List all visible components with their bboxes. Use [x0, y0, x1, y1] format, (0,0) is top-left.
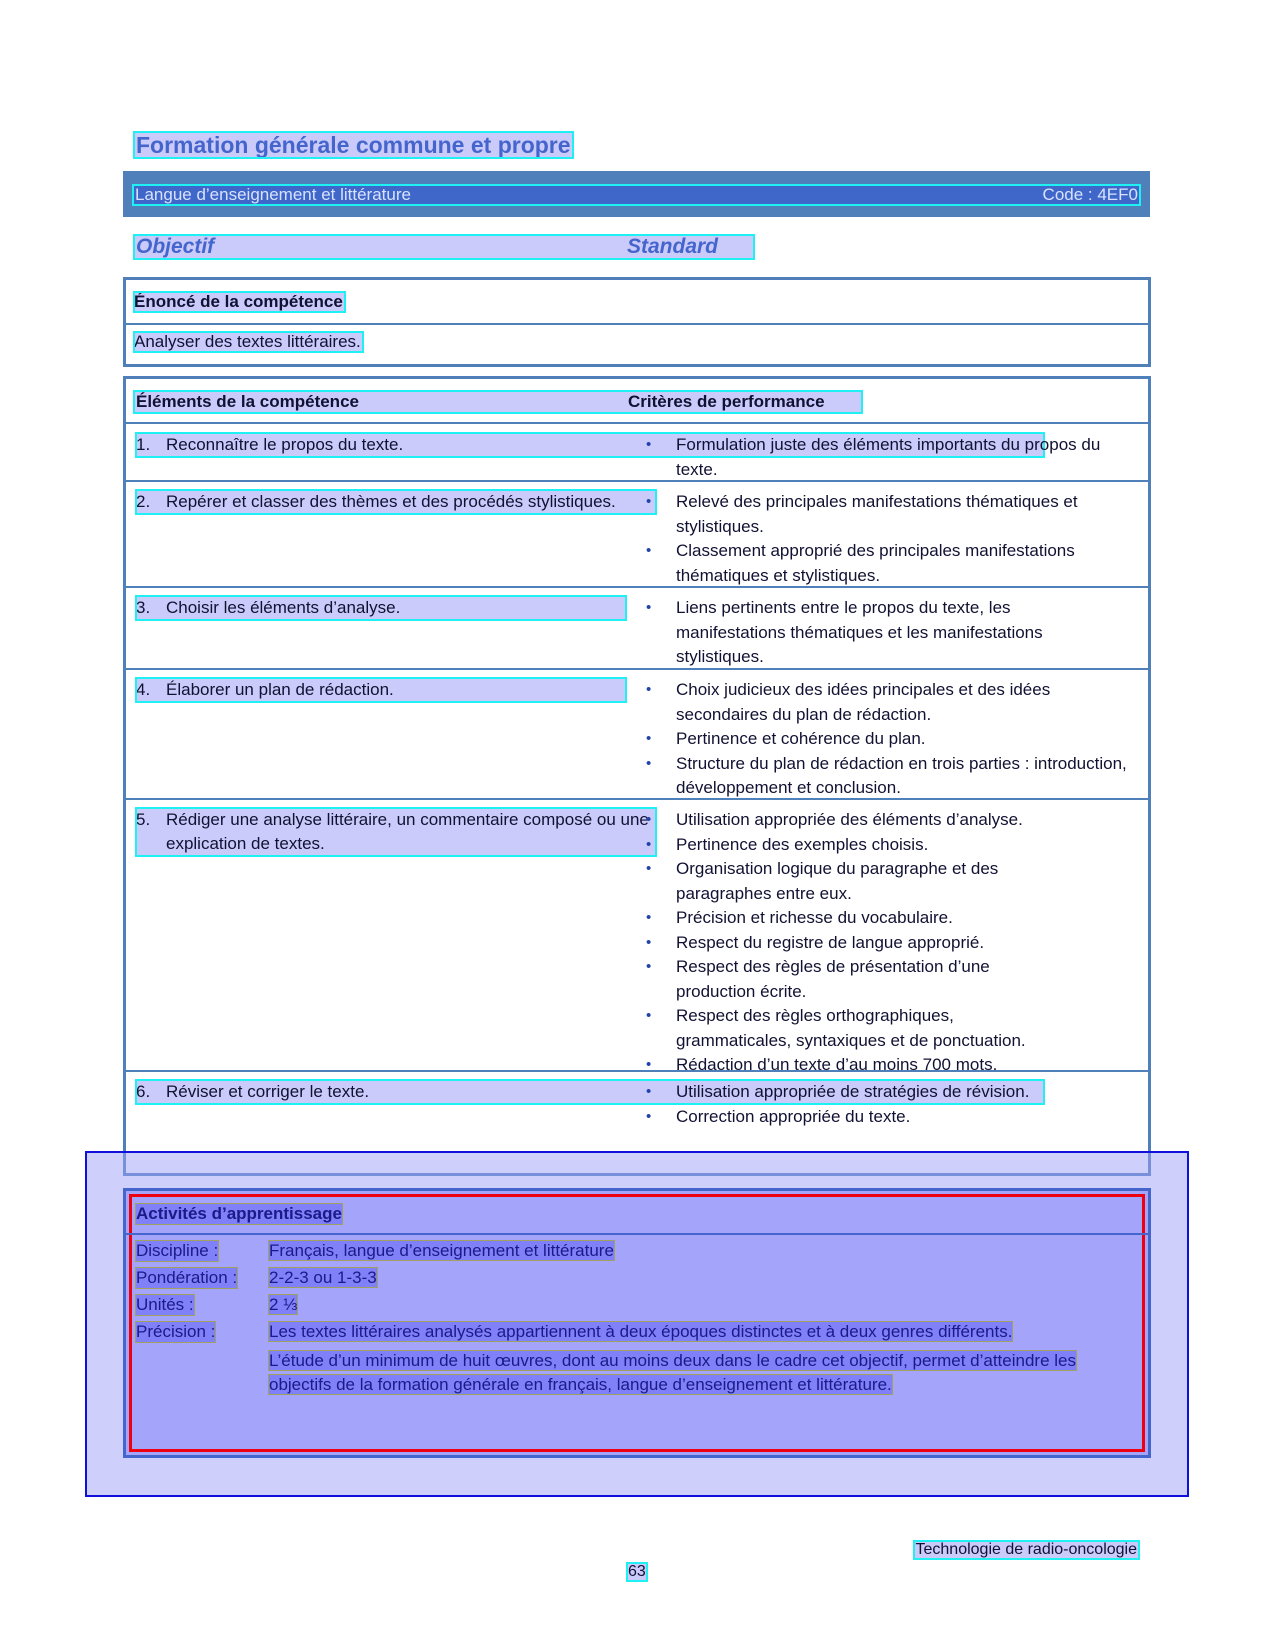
table-row	[126, 668, 1148, 800]
activites-box	[123, 1188, 1151, 1458]
criterion: • Liens pertinents entre le propos du texte, les manifestations thématiques et les manifestations stylistiques.	[646, 596, 1086, 670]
unites-label: Unités :	[136, 1295, 194, 1314]
criteria-list-3	[646, 596, 1086, 670]
criteria-list-2	[646, 490, 1136, 588]
table-row	[126, 586, 1148, 670]
course-band-text	[133, 185, 1140, 205]
element-3: 3. Choisir les éléments d’analyse.	[136, 596, 626, 620]
criterion: • Respect du registre de langue approprié.	[646, 931, 1066, 956]
discipline-label: Discipline :	[136, 1241, 219, 1260]
criterion: • Respect des règles de présentation d’une production écrite.	[646, 955, 1066, 1004]
page-number: 63	[628, 1563, 646, 1580]
course-code: Code : 4EF0	[1042, 185, 1138, 204]
objectif-standard-row	[134, 235, 754, 259]
criterion: • Utilisation appropriée des éléments d’analyse.	[646, 808, 1066, 833]
elements-table	[123, 376, 1151, 1176]
criterion: • Classement approprié des principales manifestations thématiques et stylistiques.	[646, 539, 1136, 588]
table-row	[126, 798, 1148, 1072]
element-6: 6. Réviser et corriger le texte.	[136, 1080, 1044, 1104]
enonce-heading: Énoncé de la compétence	[134, 292, 343, 311]
criteria-list-6	[646, 1080, 1136, 1129]
criterion: • Formulation juste des éléments importants du propos du texte.	[646, 433, 1136, 482]
ponderation-label: Pondération :	[136, 1268, 238, 1287]
precision-label: Précision :	[136, 1322, 216, 1341]
criterion: • Utilisation appropriée de stratégies de révision.	[646, 1080, 1136, 1105]
element-4: 4. Élaborer un plan de rédaction.	[136, 678, 626, 702]
element-2: 2. Repérer et classer des thèmes et des procédés stylistiques.	[136, 490, 656, 514]
standard-label: Standard	[627, 235, 719, 258]
criterion: • Organisation logique du paragraphe et des paragraphes entre eux.	[646, 857, 1066, 906]
criterion: • Pertinence des exemples choisis.	[646, 833, 1066, 858]
page-title: Formation générale commune et propre	[136, 132, 571, 158]
enonce-box	[123, 277, 1151, 367]
precision-value: Les textes littéraires analysés appartiennent à deux époques distinctes et à deux genres différents. L’étude d’un minimum de huit œuvres, dont au moins deux dans le cadre cet objectif, permet d’atteindre les objectifs de la formation générale en français, langue d’enseignement et littérature.	[269, 1322, 1076, 1394]
element-5: 5. Rédiger une analyse littéraire, un commentaire composé ou une explication de textes.	[136, 808, 656, 856]
footer-program: Technologie de radio-oncologie	[915, 1541, 1137, 1558]
criterion: • Rédaction d’un texte d’au moins 700 mots.	[646, 1053, 1066, 1078]
enonce-text: Analyser des textes littéraires.	[134, 332, 361, 351]
criteria-list-1	[646, 433, 1136, 482]
activites-heading: Activités d’apprentissage	[136, 1204, 342, 1223]
course-band	[123, 171, 1150, 217]
criterion: • Pertinence et cohérence du plan.	[646, 727, 1136, 752]
table-row	[126, 422, 1148, 482]
ponderation-value: 2-2-3 ou 1-3-3	[269, 1268, 377, 1287]
table-header-row	[134, 391, 862, 413]
criterion: • Respect des règles orthographiques, grammaticales, syntaxiques et de ponctuation.	[646, 1004, 1066, 1053]
criterion: • Correction appropriée du texte.	[646, 1105, 1136, 1130]
col-header-criteres: Critères de performance	[628, 392, 825, 411]
criteria-list-4	[646, 678, 1136, 801]
criteria-list-5	[646, 808, 1066, 1078]
discipline-value: Français, langue d’enseignement et littérature	[269, 1241, 614, 1260]
objectif-label: Objectif	[136, 235, 215, 258]
criterion: • Précision et richesse du vocabulaire.	[646, 906, 1066, 931]
course-name: Langue d’enseignement et littérature	[135, 185, 411, 204]
criterion: • Structure du plan de rédaction en trois parties : introduction, développement et conclusion.	[646, 752, 1136, 801]
table-row	[126, 480, 1148, 588]
enonce-header-row	[126, 280, 1148, 325]
col-header-elements: Éléments de la compétence	[136, 392, 359, 411]
criterion: • Relevé des principales manifestations thématiques et stylistiques.	[646, 490, 1136, 539]
criterion: • Choix judicieux des idées principales et des idées secondaires du plan de rédaction.	[646, 678, 1136, 727]
element-1: 1. Reconnaître le propos du texte.	[136, 433, 1044, 457]
unites-value: 2 ⅓	[269, 1295, 298, 1314]
